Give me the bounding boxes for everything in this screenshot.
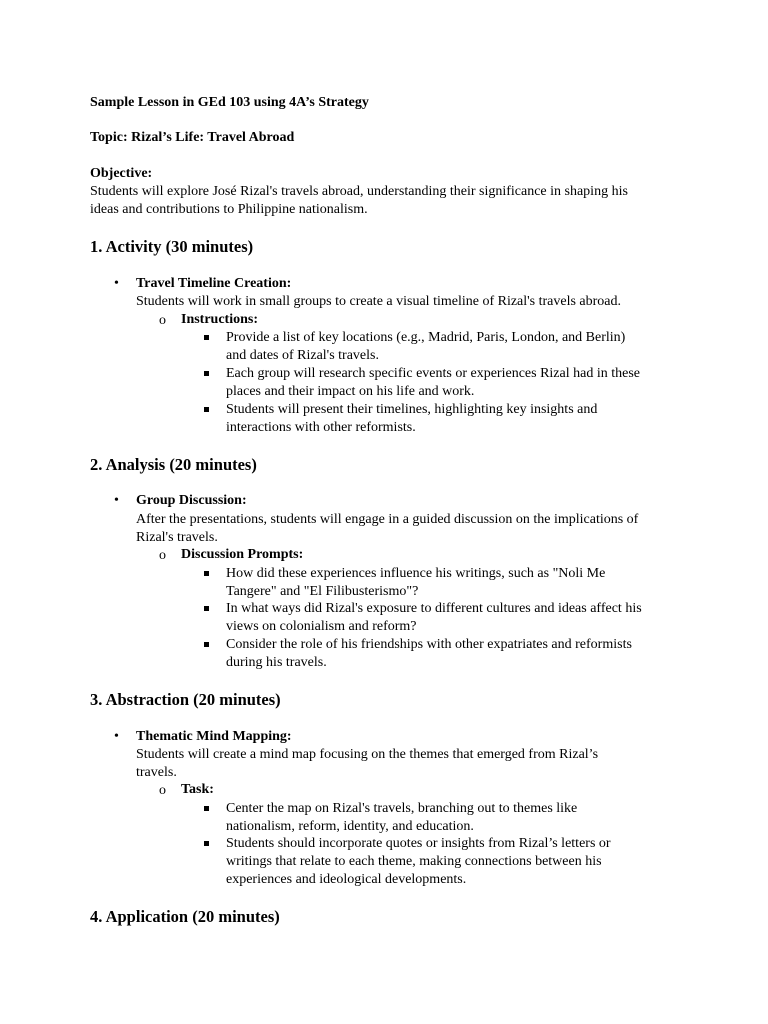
list-item-line: Provide a list of key locations (e.g., Madrid, Paris, London, and Berlin): [226, 330, 626, 345]
topic-line: Topic: Rizal’s Life: Travel Abroad: [90, 130, 295, 145]
bullet-title: Thematic Mind Mapping:: [136, 729, 292, 744]
bullet-description: travels.: [136, 765, 177, 780]
bullet-title: Travel Timeline Creation:: [136, 276, 292, 291]
list-item-line: writings that relate to each theme, making connections between his: [226, 854, 602, 869]
bullet-title: Group Discussion:: [136, 493, 247, 508]
list-item-line: views on colonialism and reform?: [226, 619, 417, 634]
sub-label: Task:: [181, 782, 214, 797]
sub-bullet-marker: o: [159, 548, 166, 563]
list-item-line: Students will present their timelines, highlighting key insights and: [226, 402, 598, 417]
list-item-line: Each group will research specific events or experiences Rizal had in these: [226, 366, 640, 381]
document-title: Sample Lesson in GEd 103 using 4A’s Strategy: [90, 95, 369, 110]
square-bullet: [204, 642, 209, 647]
list-item-line: Students should incorporate quotes or insights from Rizal’s letters or: [226, 836, 611, 851]
list-item-line: experiences and ideological developments.: [226, 872, 467, 887]
sub-label: Instructions:: [181, 312, 259, 327]
list-item-line: Center the map on Rizal's travels, branching out to themes like: [226, 801, 578, 816]
list-item-line: In what ways did Rizal's exposure to different cultures and ideas affect his: [226, 601, 642, 616]
list-item-line: Consider the role of his friendships with other expatriates and reformists: [226, 637, 632, 652]
bullet-description: Students will work in small groups to create a visual timeline of Rizal's travels abroad.: [136, 294, 622, 309]
bullet-marker: •: [114, 276, 119, 291]
list-item-line: Tangere" and "El Filibusterismo"?: [226, 584, 419, 599]
list-item-line: How did these experiences influence his writings, such as "Noli Me: [226, 566, 606, 581]
square-bullet: [204, 571, 209, 576]
list-item-line: and dates of Rizal's travels.: [226, 348, 379, 363]
square-bullet: [204, 806, 209, 811]
bullet-marker: •: [114, 493, 119, 508]
square-bullet: [204, 407, 209, 412]
bullet-marker: •: [114, 729, 119, 744]
square-bullet: [204, 335, 209, 340]
objective-label: Objective:: [90, 166, 153, 181]
section-heading-activity: 1. Activity (30 minutes): [90, 237, 254, 256]
section-heading-analysis: 2. Analysis (20 minutes): [90, 455, 257, 474]
objective-text-line: ideas and contributions to Philippine nationalism.: [90, 202, 368, 217]
list-item-line: places and their impact on his life and work.: [226, 384, 475, 399]
bullet-description: Students will create a mind map focusing on the themes that emerged from Rizal’s: [136, 747, 599, 762]
square-bullet: [204, 841, 209, 846]
sub-bullet-marker: o: [159, 783, 166, 798]
list-item-line: nationalism, reform, identity, and education.: [226, 819, 474, 834]
section-heading-abstraction: 3. Abstraction (20 minutes): [90, 690, 281, 709]
list-item-line: during his travels.: [226, 655, 327, 670]
sub-label: Discussion Prompts:: [181, 547, 304, 562]
section-heading-application: 4. Application (20 minutes): [90, 907, 280, 926]
list-item-line: interactions with other reformists.: [226, 420, 416, 435]
square-bullet: [204, 606, 209, 611]
objective-text-line: Students will explore José Rizal's travels abroad, understanding their significance in shaping his: [90, 184, 628, 199]
bullet-description: After the presentations, students will engage in a guided discussion on the implications of: [136, 512, 639, 527]
bullet-description: Rizal's travels.: [136, 530, 218, 545]
sub-bullet-marker: o: [159, 313, 166, 328]
square-bullet: [204, 371, 209, 376]
